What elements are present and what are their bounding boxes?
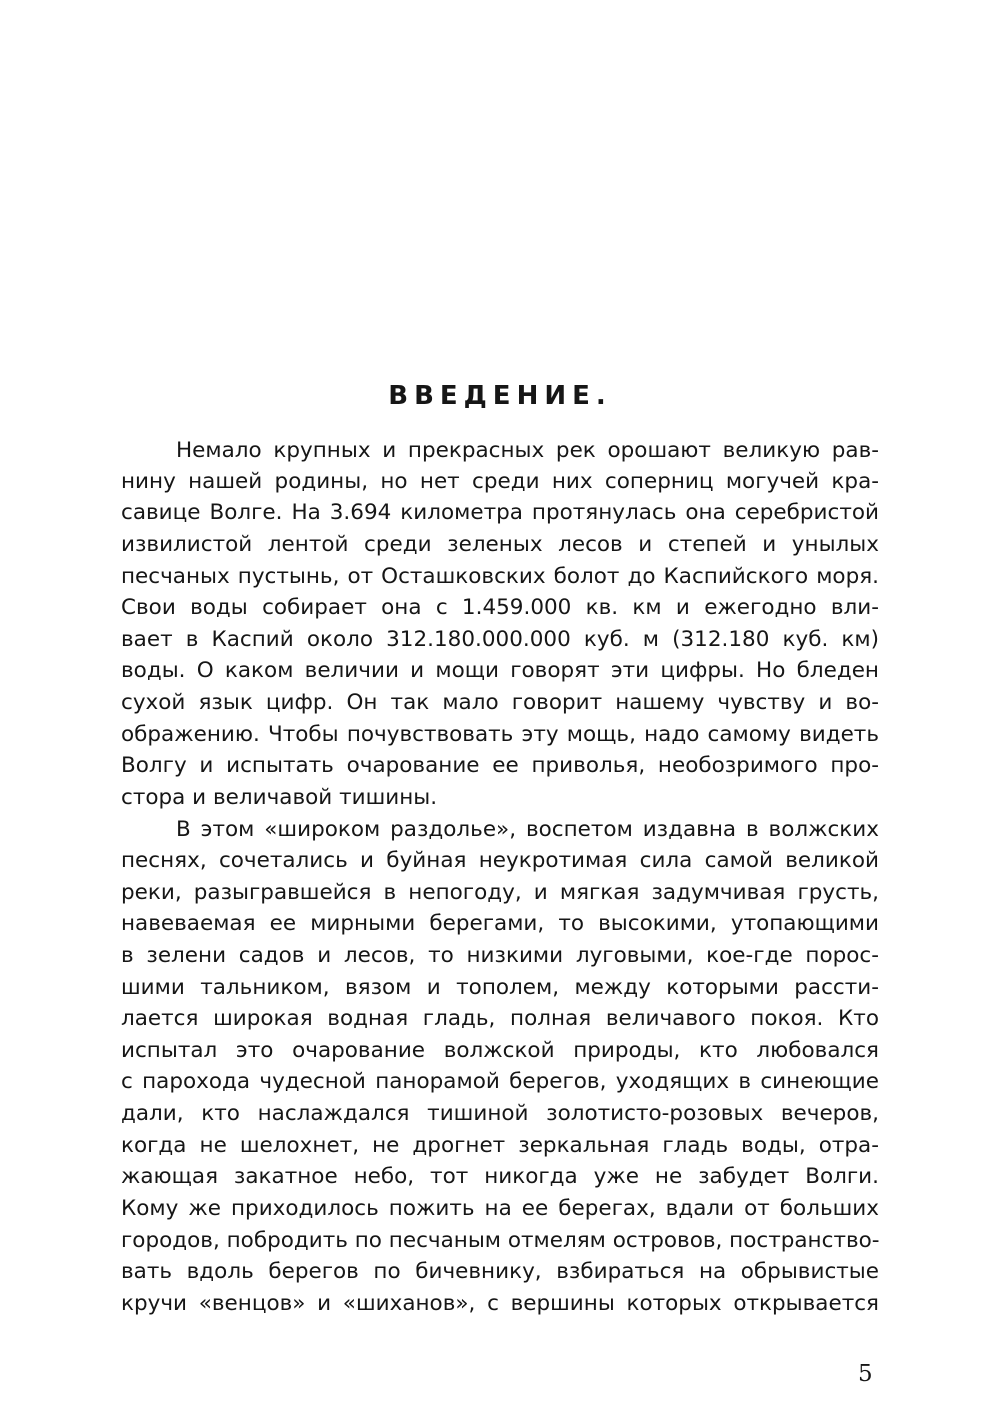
page-number: 5: [858, 1361, 873, 1387]
paragraph-2-line-4: навеваемая ее мирными берегами, то высокими, утопающими: [121, 911, 879, 936]
paragraph-2-line-7: лается широкая водная гладь, полная величавого покоя. Кто: [121, 1006, 879, 1031]
paragraph-2-line-5: в зелени садов и лесов, то низкими луговыми, кое-где порос-: [121, 943, 879, 968]
paragraph-1-line-6: Свои воды собирает она с 1.459.000 кв. км и ежегодно вли-: [121, 595, 879, 620]
paragraph-2-line-14: городов, побродить по песчаным отмелям островов, постранство-: [121, 1228, 880, 1253]
paragraph-1-line-11: Волгу и испытать очарование ее приволья, необозримого про-: [121, 753, 879, 778]
paragraph-2-line-6: шими тальником, вязом и тополем, между которыми рассти-: [121, 975, 879, 1000]
paragraph-2-line-3: реки, разыгравшейся в непогоду, и мягкая задумчивая грусть,: [121, 880, 879, 905]
paragraph-1-line-3: савице Волге. На 3.694 километра протянулась она серебристой: [121, 500, 879, 525]
paragraph-1-line-12: стора и величавой тишины.: [121, 785, 438, 810]
paragraph-2-line-15: вать вдоль берегов по бичевнику, взбираться на обрывистые: [121, 1259, 879, 1284]
paragraph-2-line-8: испытал это очарование волжской природы, кто любовался: [121, 1038, 879, 1063]
paragraph-2-line-2: песнях, сочетались и буйная неукротимая сила самой великой: [121, 848, 879, 873]
paragraph-2-line-1: В этом «широком раздолье», воспетом издавна в волжских: [176, 817, 879, 842]
paragraph-1-line-7: вает в Каспий около 312.180.000.000 куб. м (312.180 куб. км): [121, 627, 879, 652]
paragraph-2-line-10: дали, кто наслаждался тишиной золотисто-розовых вечеров,: [121, 1101, 879, 1126]
paragraph-2-line-11: когда не шелохнет, не дрогнет зеркальная гладь воды, отра-: [121, 1133, 879, 1158]
paragraph-1-line-10: ображению. Чтобы почувствовать эту мощь, надо самому видеть: [121, 722, 879, 747]
paragraph-1-line-4: извилистой лентой среди зеленых лесов и степей и унылых: [121, 532, 879, 557]
paragraph-1-line-2: нину нашей родины, но нет среди них соперниц могучей кра-: [121, 469, 879, 494]
paragraph-1-line-8: воды. О каком величии и мощи говорят эти цифры. Но бледен: [121, 658, 879, 683]
paragraph-1-line-1: Немало крупных и прекрасных рек орошают великую рав-: [176, 438, 879, 463]
paragraph-2-line-12: жающая закатное небо, тот никогда уже не забудет Волги.: [121, 1164, 879, 1189]
paragraph-2-line-13: Кому же приходилось пожить на ее берегах, вдали от больших: [121, 1196, 879, 1221]
paragraph-2-line-16: кручи «венцов» и «шиханов», с вершины которых открывается: [121, 1291, 879, 1316]
paragraph-1-line-5: песчаных пустынь, от Осташковских болот до Каспийского моря.: [121, 564, 879, 589]
paragraph-1-line-9: сухой язык цифр. Он так мало говорит нашему чувству и во-: [121, 690, 879, 715]
page-title: ВВЕДЕНИЕ.: [388, 381, 612, 411]
paragraph-2-line-9: с парохода чудесной панорамой берегов, уходящих в синеющие: [121, 1069, 879, 1094]
